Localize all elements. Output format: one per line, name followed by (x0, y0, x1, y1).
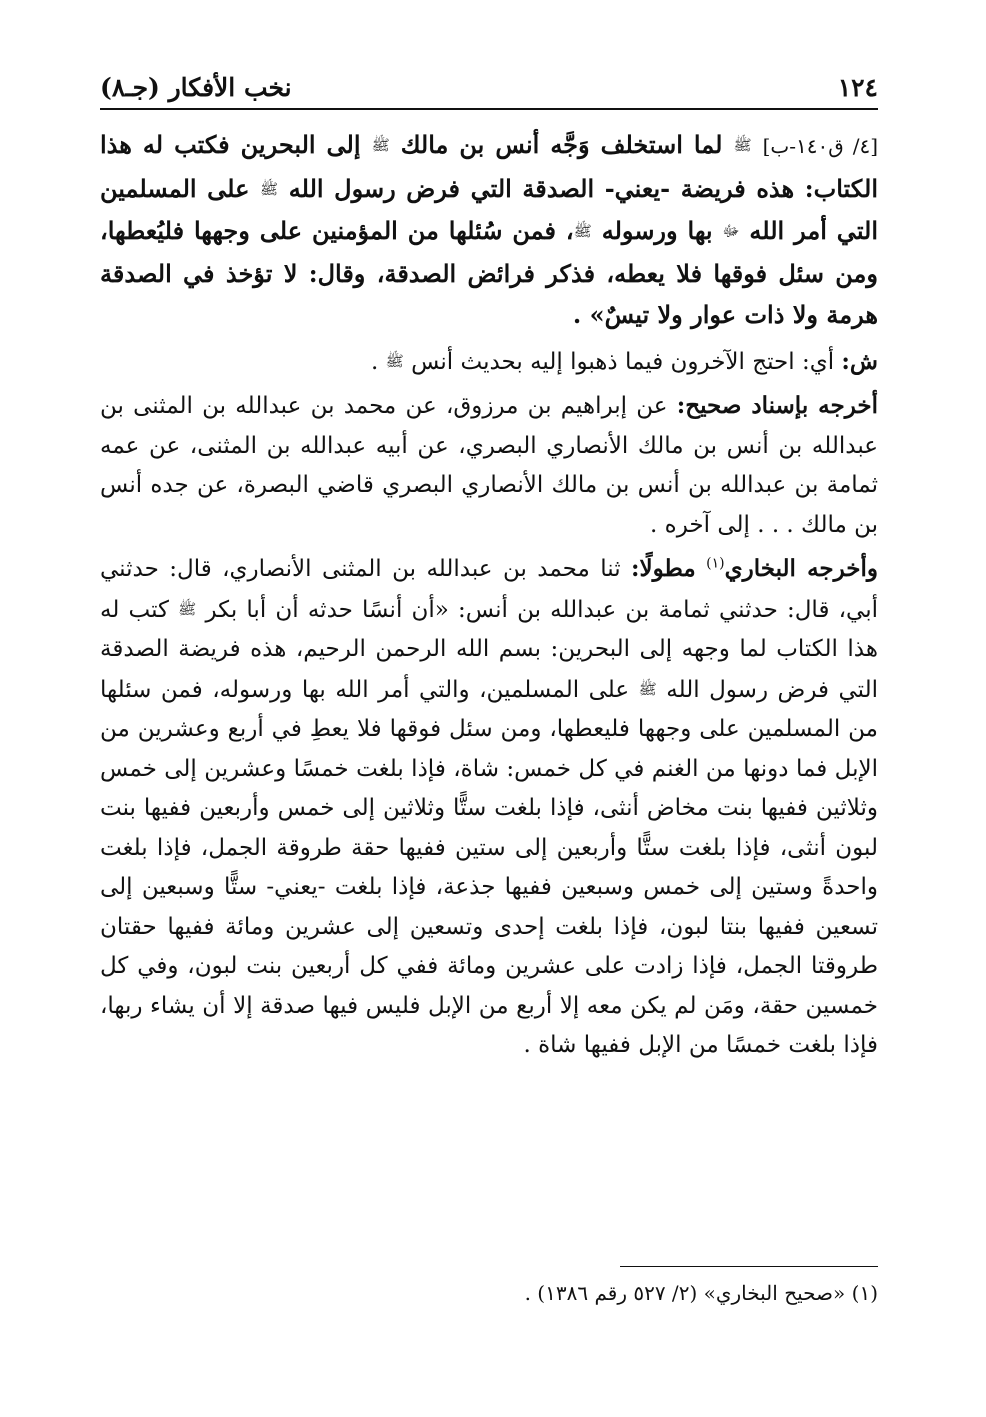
hadith-matn-paragraph (100, 124, 878, 336)
bukhari-text-1: ثنا محمد بن عبدالله بن المثنى الأنصاري، قال: حدثني أبي، قال: حدثني ثمامة بن عبدالله بن أنس: «أن أنسًا حدثه أن أبا بكر (100, 556, 878, 623)
footnote (100, 1276, 878, 1310)
honorific-ra-icon: ﷺ (371, 136, 390, 154)
header-divider (100, 108, 878, 110)
matn-segment-2: إلى البحرين فكتب له هذا الكتاب: هذه فريضة -يعني- الصدقة التي فرض رسول الله (100, 130, 879, 203)
matn-segment-3: على المسلمين التي أمر الله (100, 173, 879, 245)
sharh-paragraph (100, 342, 878, 383)
honorific-ra-icon: ﷺ (733, 136, 752, 154)
footnote-divider (620, 1266, 878, 1267)
sharh-marker: ش: (841, 347, 878, 375)
footnote-reference: (١) (706, 555, 725, 572)
bukhari-heading-2: مطولًا: (631, 555, 696, 582)
page-number: ١٢٤ (837, 73, 878, 102)
running-title: نخب الأفكار (جـ٨) (100, 73, 292, 102)
honorific-azza-icon: ﷻ (722, 222, 740, 240)
honorific-as-icon: ﷺ (260, 179, 279, 198)
bukhari-paragraph (100, 549, 878, 1066)
page-header (100, 62, 878, 102)
isnad-heading: أخرجه بإسناد صحيح: (676, 392, 878, 419)
matn-segment-4: بها ورسوله (601, 216, 713, 245)
matn-segment-5: ، فمن سُئلها من المؤمنين على وجهها فليُعطها، ومن سئل فوقها فلا يعطه، فذكر فرائض الصدقة، وقال: لا تؤخذ في الصدقة هرمة ولا ذات عوار ولا تيسٌ» . (100, 216, 878, 329)
manuscript-reference: [٤/ ق١٤٠-ب] (762, 134, 879, 158)
isnad-paragraph (100, 386, 878, 545)
bukhari-text-2: كتب له هذا الكتاب لما وجهه إلى البحرين: بسم الله الرحمن الرحيم، هذه فريضة الصدقة التي فرض رسول الله (100, 596, 879, 703)
sharh-text: أي: احتج الآخرون فيما ذهبوا إليه بحديث أنس (411, 348, 835, 375)
main-text (100, 124, 878, 1070)
matn-segment-1: لما استخلف وَجَّه أنس بن مالك (400, 130, 723, 159)
honorific-as-icon: ﷺ (638, 679, 657, 698)
bukhari-heading: وأخرجه البخاري (724, 555, 879, 582)
honorific-ra-icon: ﷺ (178, 599, 197, 618)
honorific-ra-icon: ﷺ (385, 351, 404, 370)
honorific-as-icon: ﷺ (573, 222, 592, 240)
sharh-tail: . (371, 348, 379, 375)
bukhari-text-3: على المسلمين، والتي أمر الله بها ورسوله، فمن سئلها من المسلمين على وجهها فليعطها، ومن سئل فوقها فلا يعطِ في أربع وعشرين من الإبل فما دونها من الغنم في كل خمس: شاة، فإذا بلغت خمسًا وعشرين إلى خمس وثلاثين ففيها بنت مخاض أنثى، فإذا بلغت ستًّا وثلاثين إلى خمس وأربعين ففيها بنت لبون أنثى، فإذا بلغت ستًّا وأربعين إلى ستين ففيها حقة طروقة الجمل، فإذا بلغت واحدةً وستين إلى خمس وسبعين ففيها جذعة، فإذا بلغت -يعني- ستًّا وسبعين إلى تسعين ففيها بنتا لبون، فإذا بلغت إحدى وتسعين إلى عشرين ومائة ففيها حقتان طروقتا الجمل، فإذا زادت على عشرين ومائة ففي كل أربعين بنت لبون، وفي كل خمسين حقة، ومَن لم يكن معه إلا أربع من الإبل فليس فيها صدقة إلا أن يشاء ربها، فإذا بلغت خمسًا من الإبل ففيها شاة . (100, 676, 878, 1058)
isnad-text: عن إبراهيم بن مرزوق، عن محمد بن عبدالله بن المثنى بن عبدالله بن أنس بن مالك الأنصاري البصري، عن أبيه عبدالله بن المثنى، عن عمه ثمامة بن عبدالله بن أنس بن مالك الأنصاري البصري قاضي البصرة، عن جده أنس بن مالك . . . إلى آخره . (100, 393, 878, 538)
footnote-text: (١) «صحيح البخاري» (٢/ ٥٢٧ رقم ١٣٨٦) . (524, 1281, 878, 1305)
